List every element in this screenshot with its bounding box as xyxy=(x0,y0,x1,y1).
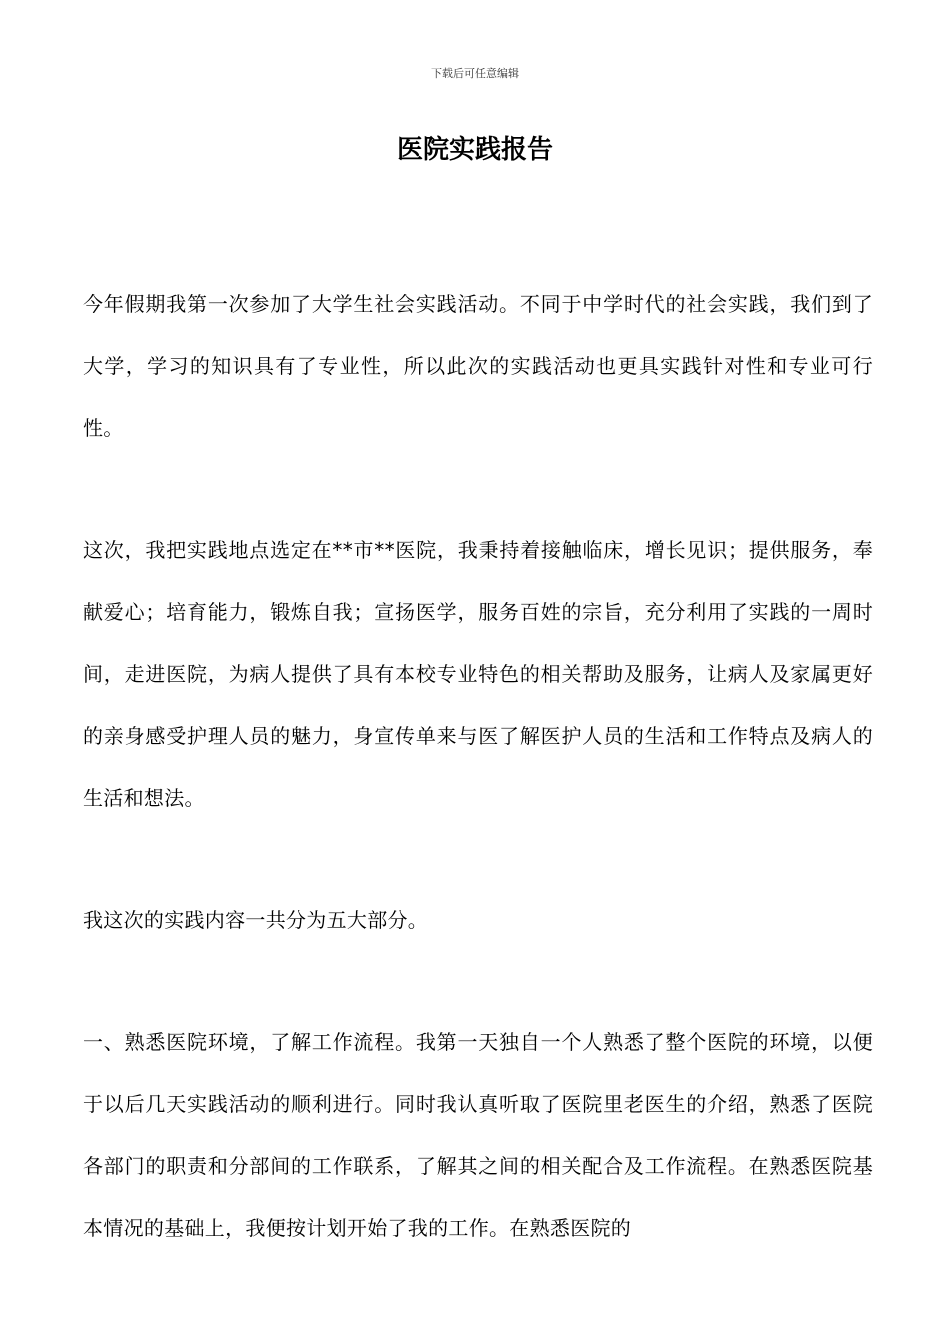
paragraph-overview: 我这次的实践内容一共分为五大部分。 xyxy=(83,908,429,932)
paragraph-location: 这次，我把实践地点选定在**市**医院，我秉持着接触临床，增长见识；提供服务，奉献爱心；培育能力，锻炼自我；宣扬医学，服务百姓的宗旨，充分利用了实践的一周时间，走进医院，为病人提供了具有本校专业特色的相关帮助及服务，让病人及家属更好的亲身感受护理人员的魅力，身宣传单来与医了解医护人员的生活和工作特点及病人的生活和想法。 xyxy=(83,538,873,810)
document-title: 医院实践报告 xyxy=(396,135,553,165)
header-note: 下载后可任意编辑 xyxy=(431,67,519,80)
paragraph-part-one: 一、熟悉医院环境，了解工作流程。我第一天独自一个人熟悉了整个医院的环境，以便于以后几天实践活动的顺利进行。同时我认真听取了医院里老医生的介绍，熟悉了医院各部门的职责和分部间的工作联系，了解其之间的相关配合及工作流程。在熟悉医院基本情况的基础上，我便按计划开始了我的工作。在熟悉医院的 xyxy=(83,1030,873,1240)
paragraph-intro: 今年假期我第一次参加了大学生社会实践活动。不同于中学时代的社会实践，我们到了大学，学习的知识具有了专业性，所以此次的实践活动也更具实践针对性和专业可行性。 xyxy=(83,292,873,440)
document-body xyxy=(83,273,873,1319)
